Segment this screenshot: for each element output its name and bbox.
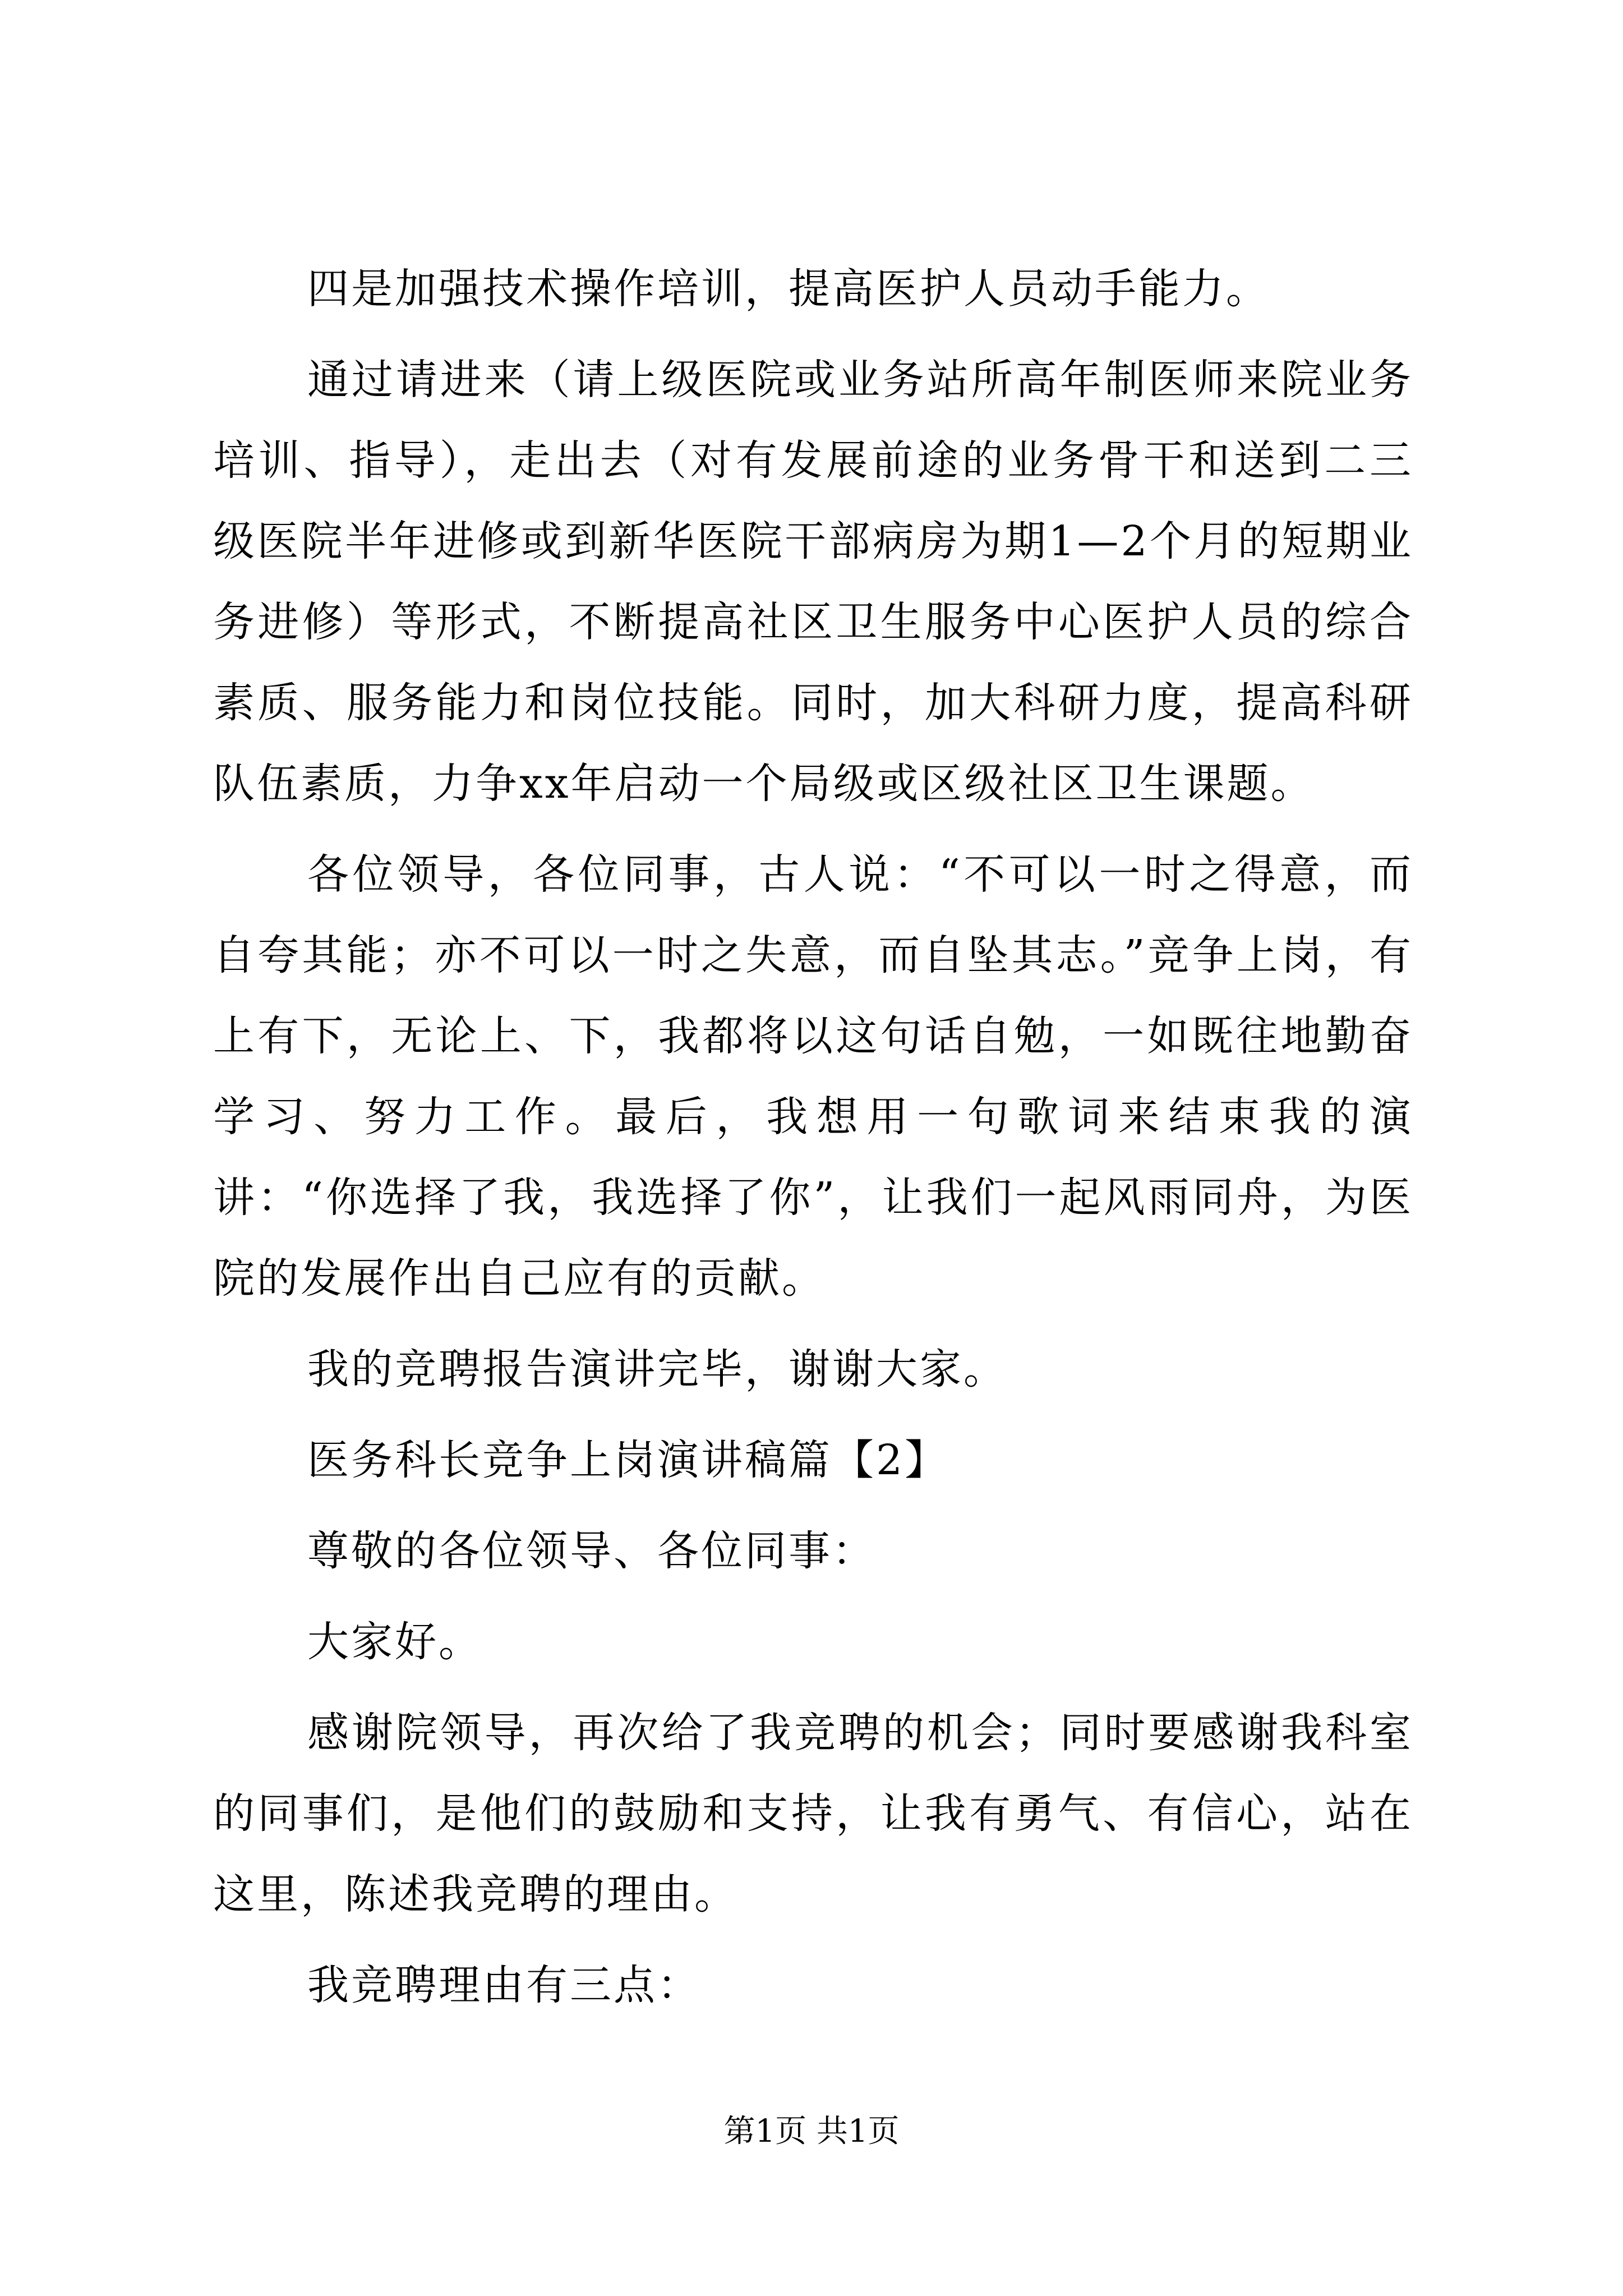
paragraph-item-4-training: 四是加强技术操作培训，提高医护人员动手能力。: [307, 265, 1270, 313]
section-heading: 医务科长竞争上岗演讲稿篇【2】: [307, 1436, 949, 1484]
paragraph-closing-remarks: 各位领导，各位同事，古人说：“不可以一时之得意，而自夸其能；亦不可以一时之失意，而自坠其志。”竞争上岗，有上有下，无论上、下，我都将以这句话自勉，一如既往地勤奋学习、努力工作。最后，我想用一句歌词来结束我的演讲：“你选择了我，我选择了你”，让我们一起风雨同舟，为医院的发展作出自己应有的贡献。: [213, 850, 1413, 1303]
page-number-footer: 第1页 共1页: [723, 2113, 900, 2150]
document-body: [213, 249, 1413, 2026]
paragraph-greeting: 大家好。: [307, 1618, 482, 1666]
paragraph-thanks: 我的竞聘报告演讲完毕，谢谢大家。: [307, 1345, 1007, 1393]
paragraph-gratitude: 感谢院领导，再次给了我竞聘的机会；同时要感谢我科室的同事们，是他们的鼓励和支持，让我有勇气、有信心，站在这里，陈述我竞聘的理由。: [213, 1709, 1413, 1918]
paragraph-training-methods: 通过请进来（请上级医院或业务站所高年制医师来院业务培训、指导），走出去（对有发展前途的业务骨干和送到二三级医院半年进修或到新华医院干部病房为期1—2个月的短期业务进修）等形式，不断提高社区卫生服务中心医护人员的综合素质、服务能力和岗位技能。同时，加大科研力度，提高科研队伍素质，力争xx年启动一个局级或区级社区卫生课题。: [213, 356, 1413, 808]
paragraph-salutation: 尊敬的各位领导、各位同事：: [307, 1527, 876, 1575]
paragraph-reasons-intro: 我竞聘理由有三点：: [307, 1961, 701, 2009]
